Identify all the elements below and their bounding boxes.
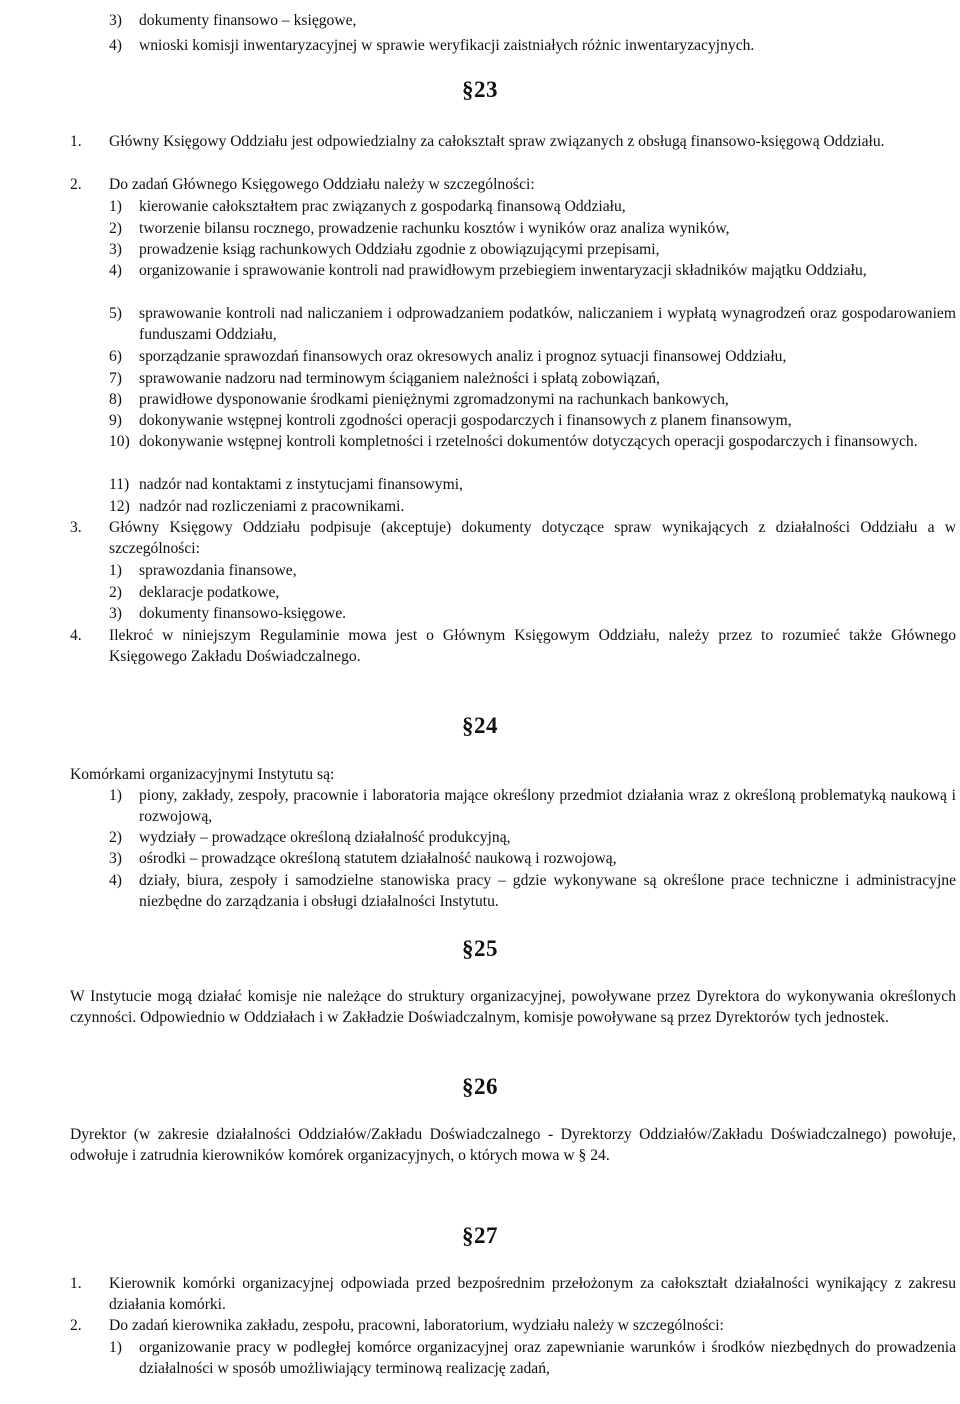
item-text: organizowanie pracy w podległej komórce organizacyjnej oraz zapewnianie warunków i środków niezbędnych do prowadzenia działalności w sposób umożliwiający terminową realizację zadań, — [139, 1339, 956, 1377]
item-number: 4) — [109, 37, 122, 54]
paragraph — [70, 174, 956, 195]
item-number: 2) — [109, 220, 122, 237]
paragraph — [70, 1273, 956, 1315]
item-text: nadzór nad rozliczeniami z pracownikami. — [139, 498, 405, 515]
item-text: nadzór nad kontaktami z instytucjami finansowymi, — [139, 476, 463, 493]
list-item — [70, 260, 956, 281]
item-number: 5) — [109, 305, 122, 322]
section-heading: §27 — [462, 1223, 498, 1248]
list-item — [70, 827, 956, 848]
item-number: 1) — [109, 787, 122, 804]
item-number: 3) — [109, 605, 122, 622]
section-text: W Instytucie mogą działać komisje nie należące do struktury organizacyjnej, powoływane przez Dyrektora do wykonywania określonych czynności. Odpowiednio w Oddziałach i w Zakładzie Doświadczalnym, komisje powoływane są przez Dyrektorów tych jednostek. — [70, 988, 956, 1026]
paragraph-number: 1. — [70, 133, 82, 150]
item-text: prowadzenie ksiąg rachunkowych Oddziału zgodnie z obowiązującymi przepisami, — [139, 241, 660, 258]
paragraph-number: 3. — [70, 519, 82, 536]
item-text: dokonywanie wstępnej kontroli zgodności operacji gospodarczych i finansowych z planem finansowym, — [139, 412, 792, 429]
paragraph-number: 2. — [70, 1317, 82, 1334]
section-heading: §25 — [462, 936, 498, 961]
item-text: dokumenty finansowo-księgowe. — [139, 605, 347, 622]
item-text: piony, zakłady, zespoły, pracownie i laboratoria mające określony przedmiot działania wraz z określoną problematyką naukową i rozwojową, — [139, 787, 956, 825]
paragraph — [70, 517, 956, 559]
item-number: 10) — [109, 433, 130, 450]
list-item — [70, 603, 956, 624]
item-text: sporządzanie sprawozdań finansowych oraz okresowych analiz i prognoz sytuacji finansowej Oddziału, — [139, 348, 787, 365]
item-text: kierowanie całokształtem prac związanych z gospodarką finansową Oddziału, — [139, 198, 626, 215]
section-heading: §24 — [462, 713, 498, 738]
item-number: 12) — [109, 498, 130, 515]
list-item — [70, 303, 956, 345]
list-item — [70, 346, 956, 367]
paragraph-number: 2. — [70, 176, 82, 193]
item-text: wnioski komisji inwentaryzacyjnej w sprawie weryfikacji zaistniałych różnic inwentaryzacyjnych. — [139, 37, 755, 54]
section-text: Dyrektor (w zakresie działalności Oddziałów/Zakładu Doświadczalnego - Dyrektorzy Oddziałów/Zakładu Doświadczalnego) powołuje, odwołuje i zatrudnia kierowników komórek organizacyjnych, o których mowa w § 24. — [70, 1126, 956, 1164]
item-number: 11) — [109, 476, 130, 493]
item-number: 3) — [109, 850, 122, 867]
paragraph-text: Do zadań kierownika zakładu, zespołu, pracowni, laboratorium, wydziału należy w szczególności: — [109, 1317, 724, 1334]
list-item — [70, 474, 956, 495]
item-text: wydziały – prowadzące określoną działalność produkcyjną, — [139, 829, 511, 846]
item-number: 9) — [109, 412, 122, 429]
paragraph-number: 1. — [70, 1275, 82, 1292]
item-number: 3) — [109, 12, 122, 29]
item-number: 1) — [109, 198, 122, 215]
paragraph-text: Główny Księgowy Oddziału jest odpowiedzialny za całokształt spraw związanych z obsługą finansowo-księgową Oddziału. — [109, 133, 885, 150]
item-number: 4) — [109, 872, 122, 889]
item-text: dokumenty finansowo – księgowe, — [139, 12, 357, 29]
list-item — [70, 35, 956, 56]
list-item — [70, 239, 956, 260]
section-intro: Komórkami organizacyjnymi Instytutu są: — [70, 766, 335, 783]
list-item — [70, 389, 956, 410]
section-heading: §23 — [462, 77, 498, 102]
list-item — [70, 368, 956, 389]
list-item — [70, 410, 956, 431]
item-number: 7) — [109, 370, 122, 387]
list-item — [70, 582, 956, 603]
paragraph-text: Ilekroć w niniejszym Regulaminie mowa jest o Głównym Księgowym Oddziału, należy przez to rozumieć także Głównego Księgowego Zakładu Doświadczalnego. — [109, 627, 956, 665]
list-item — [70, 218, 956, 239]
paragraph-text: Do zadań Głównego Księgowego Oddziału należy w szczególności: — [109, 176, 535, 193]
item-text: deklaracje podatkowe, — [139, 584, 280, 601]
list-item — [70, 10, 956, 31]
item-number: 2) — [109, 829, 122, 846]
list-item — [70, 431, 956, 452]
item-text: sprawowanie nadzoru nad terminowym ściąganiem należności i spłatą zobowiązań, — [139, 370, 660, 387]
paragraph — [70, 1315, 956, 1336]
paragraph — [70, 131, 956, 152]
list-item — [70, 496, 956, 517]
item-number: 3) — [109, 241, 122, 258]
paragraph-text: Główny Księgowy Oddziału podpisuje (akceptuje) dokumenty dotyczące spraw wynikających z działalności Oddziału a w szczególności: — [109, 519, 956, 557]
paragraph-text: Kierownik komórki organizacyjnej odpowiada przed bezpośrednim przełożonym za całokształt działalności wynikający z zakresu działania komórki. — [109, 1275, 956, 1313]
item-number: 2) — [109, 584, 122, 601]
list-item — [70, 196, 956, 217]
list-item — [70, 870, 956, 912]
item-text: sprawowanie kontroli nad naliczaniem i odprowadzaniem podatków, naliczaniem i wypłatą wynagrodzeń oraz gospodarowaniem funduszami Oddziału, — [139, 305, 956, 343]
paragraph — [70, 625, 956, 667]
item-text: działy, biura, zespoły i samodzielne stanowiska pracy – gdzie wykonywane są określone prace techniczne i administracyjne niezbędne do zarządzania i obsługi działalności Instytutu. — [139, 872, 956, 910]
item-number: 1) — [109, 562, 122, 579]
list-item — [70, 1337, 956, 1379]
item-text: prawidłowe dysponowanie środkami pieniężnymi zgromadzonymi na rachunkach bankowych, — [139, 391, 729, 408]
list-item — [70, 785, 956, 827]
item-number: 6) — [109, 348, 122, 365]
list-item — [70, 848, 956, 869]
list-item — [70, 560, 956, 581]
item-number: 8) — [109, 391, 122, 408]
item-text: tworzenie bilansu rocznego, prowadzenie rachunku kosztów i wyników oraz analiza wyników, — [139, 220, 730, 237]
item-text: dokonywanie wstępnej kontroli kompletności i rzetelności dokumentów dotyczących operacji gospodarczych i finansowych. — [139, 433, 918, 450]
item-text: ośrodki – prowadzące określoną statutem działalność naukową i rozwojową, — [139, 850, 617, 867]
item-number: 4) — [109, 262, 122, 279]
item-text: organizowanie i sprawowanie kontroli nad prawidłowym przebiegiem inwentaryzacji składników majątku Oddziału, — [139, 262, 867, 279]
section-heading: §26 — [462, 1074, 498, 1099]
paragraph-number: 4. — [70, 627, 82, 644]
item-number: 1) — [109, 1339, 122, 1356]
item-text: sprawozdania finansowe, — [139, 562, 297, 579]
